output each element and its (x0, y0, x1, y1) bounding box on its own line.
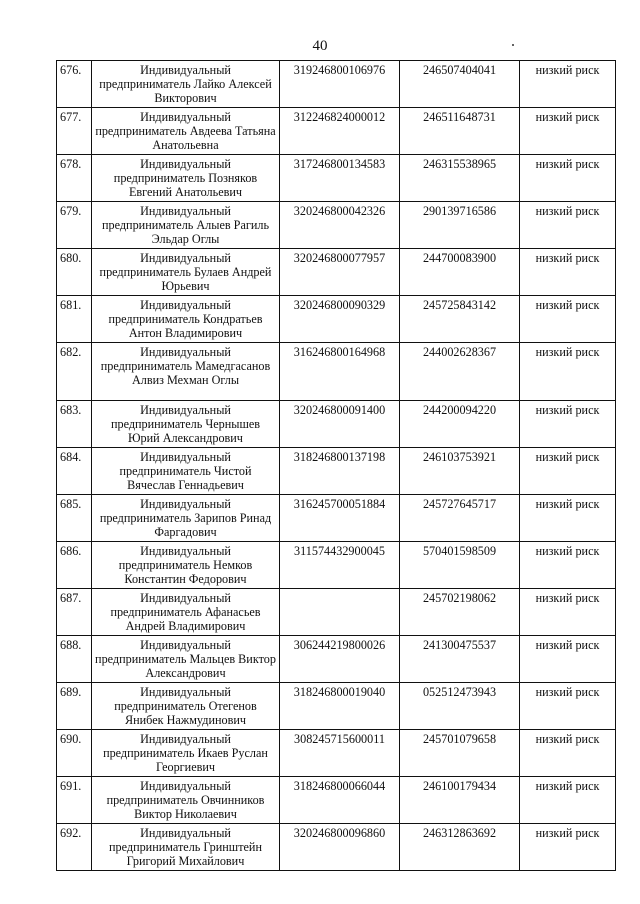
registry-table (56, 60, 616, 871)
entrepreneur-name: Индивидуальный предприниматель Овчинников Виктор Николаевич (92, 777, 280, 824)
ogrnip-cell: 308245715600011 (280, 730, 400, 777)
table-row (57, 401, 616, 448)
risk-category-cell: низкий риск (520, 401, 616, 448)
row-number: 690. (57, 730, 92, 777)
ogrnip-cell: 320246800096860 (280, 824, 400, 871)
entrepreneur-name: Индивидуальный предприниматель Икаев Руслан Георгиевич (92, 730, 280, 777)
row-number: 681. (57, 296, 92, 343)
risk-category-cell: низкий риск (520, 636, 616, 683)
row-number: 680. (57, 249, 92, 296)
table-row (57, 683, 616, 730)
table-row (57, 730, 616, 777)
row-number: 688. (57, 636, 92, 683)
row-number: 687. (57, 589, 92, 636)
risk-category-cell: низкий риск (520, 589, 616, 636)
entrepreneur-name: Индивидуальный предприниматель Алыев Рагиль Эльдар Оглы (92, 202, 280, 249)
entrepreneur-name: Индивидуальный предприниматель Авдеева Татьяна Анатольевна (92, 108, 280, 155)
inn-cell: 246511648731 (400, 108, 520, 155)
entrepreneur-name: Индивидуальный предприниматель Мальцев Виктор Александрович (92, 636, 280, 683)
row-number: 678. (57, 155, 92, 202)
table-row (57, 824, 616, 871)
registry-table-body (57, 61, 616, 871)
risk-category-cell: низкий риск (520, 730, 616, 777)
table-row (57, 777, 616, 824)
table-row (57, 589, 616, 636)
page-number: 40 (312, 38, 328, 54)
inn-cell: 246507404041 (400, 61, 520, 108)
risk-category-cell: низкий риск (520, 296, 616, 343)
table-row (57, 108, 616, 155)
ogrnip-cell: 312246824000012 (280, 108, 400, 155)
risk-category-cell: низкий риск (520, 61, 616, 108)
inn-cell: 246315538965 (400, 155, 520, 202)
ogrnip-cell: 319246800106976 (280, 61, 400, 108)
risk-category-cell: низкий риск (520, 824, 616, 871)
entrepreneur-name: Индивидуальный предприниматель Кондратьев Антон Владимирович (92, 296, 280, 343)
ogrnip-cell: 320246800091400 (280, 401, 400, 448)
table-row (57, 202, 616, 249)
row-number: 685. (57, 495, 92, 542)
row-number: 677. (57, 108, 92, 155)
inn-cell: 244200094220 (400, 401, 520, 448)
table-row (57, 296, 616, 343)
entrepreneur-name: Индивидуальный предприниматель Мамедгасанов Алвиз Мехман Оглы (92, 343, 280, 401)
row-number: 682. (57, 343, 92, 401)
entrepreneur-name: Индивидуальный предприниматель Чернышев Юрий Александрович (92, 401, 280, 448)
ogrnip-cell: 316245700051884 (280, 495, 400, 542)
table-row (57, 495, 616, 542)
inn-cell: 246312863692 (400, 824, 520, 871)
row-number: 683. (57, 401, 92, 448)
table-row (57, 249, 616, 296)
row-number: 692. (57, 824, 92, 871)
ogrnip-cell: 317246800134583 (280, 155, 400, 202)
risk-category-cell: низкий риск (520, 777, 616, 824)
table-row (57, 448, 616, 495)
inn-cell: 241300475537 (400, 636, 520, 683)
inn-cell: 290139716586 (400, 202, 520, 249)
risk-category-cell: низкий риск (520, 542, 616, 589)
entrepreneur-name: Индивидуальный предприниматель Немков Константин Федорович (92, 542, 280, 589)
ogrnip-cell: 306244219800026 (280, 636, 400, 683)
ogrnip-cell: 318246800137198 (280, 448, 400, 495)
risk-category-cell: низкий риск (520, 249, 616, 296)
ogrnip-cell: 318246800019040 (280, 683, 400, 730)
ogrnip-cell: 320246800077957 (280, 249, 400, 296)
inn-cell: 245725843142 (400, 296, 520, 343)
row-number: 679. (57, 202, 92, 249)
risk-category-cell: низкий риск (520, 495, 616, 542)
ogrnip-cell: 320246800090329 (280, 296, 400, 343)
table-row (57, 636, 616, 683)
entrepreneur-name: Индивидуальный предприниматель Чистой Вячеслав Геннадьевич (92, 448, 280, 495)
table-row (57, 61, 616, 108)
inn-cell: 245702198062 (400, 589, 520, 636)
entrepreneur-name: Индивидуальный предприниматель Гринштейн Григорий Михайлович (92, 824, 280, 871)
inn-cell: 244700083900 (400, 249, 520, 296)
row-number: 689. (57, 683, 92, 730)
inn-cell: 246103753921 (400, 448, 520, 495)
table-row (57, 155, 616, 202)
row-number: 686. (57, 542, 92, 589)
scan-speck (512, 44, 514, 46)
row-number: 676. (57, 61, 92, 108)
inn-cell: 246100179434 (400, 777, 520, 824)
ogrnip-cell (280, 589, 400, 636)
ogrnip-cell: 320246800042326 (280, 202, 400, 249)
inn-cell: 052512473943 (400, 683, 520, 730)
entrepreneur-name: Индивидуальный предприниматель Отегенов Янибек Нажмудинович (92, 683, 280, 730)
risk-category-cell: низкий риск (520, 343, 616, 401)
table-row (57, 343, 616, 401)
row-number: 691. (57, 777, 92, 824)
risk-category-cell: низкий риск (520, 448, 616, 495)
entrepreneur-name: Индивидуальный предприниматель Лайко Алексей Викторович (92, 61, 280, 108)
row-number: 684. (57, 448, 92, 495)
entrepreneur-name: Индивидуальный предприниматель Зарипов Ринад Фаргадович (92, 495, 280, 542)
ogrnip-cell: 318246800066044 (280, 777, 400, 824)
ogrnip-cell: 311574432900045 (280, 542, 400, 589)
risk-category-cell: низкий риск (520, 202, 616, 249)
entrepreneur-name: Индивидуальный предприниматель Афанасьев Андрей Владимирович (92, 589, 280, 636)
inn-cell: 570401598509 (400, 542, 520, 589)
risk-category-cell: низкий риск (520, 155, 616, 202)
inn-cell: 245701079658 (400, 730, 520, 777)
entrepreneur-name: Индивидуальный предприниматель Булаев Андрей Юрьевич (92, 249, 280, 296)
ogrnip-cell: 316246800164968 (280, 343, 400, 401)
inn-cell: 245727645717 (400, 495, 520, 542)
risk-category-cell: низкий риск (520, 108, 616, 155)
table-row (57, 542, 616, 589)
inn-cell: 244002628367 (400, 343, 520, 401)
risk-category-cell: низкий риск (520, 683, 616, 730)
entrepreneur-name: Индивидуальный предприниматель Позняков Евгений Анатольевич (92, 155, 280, 202)
